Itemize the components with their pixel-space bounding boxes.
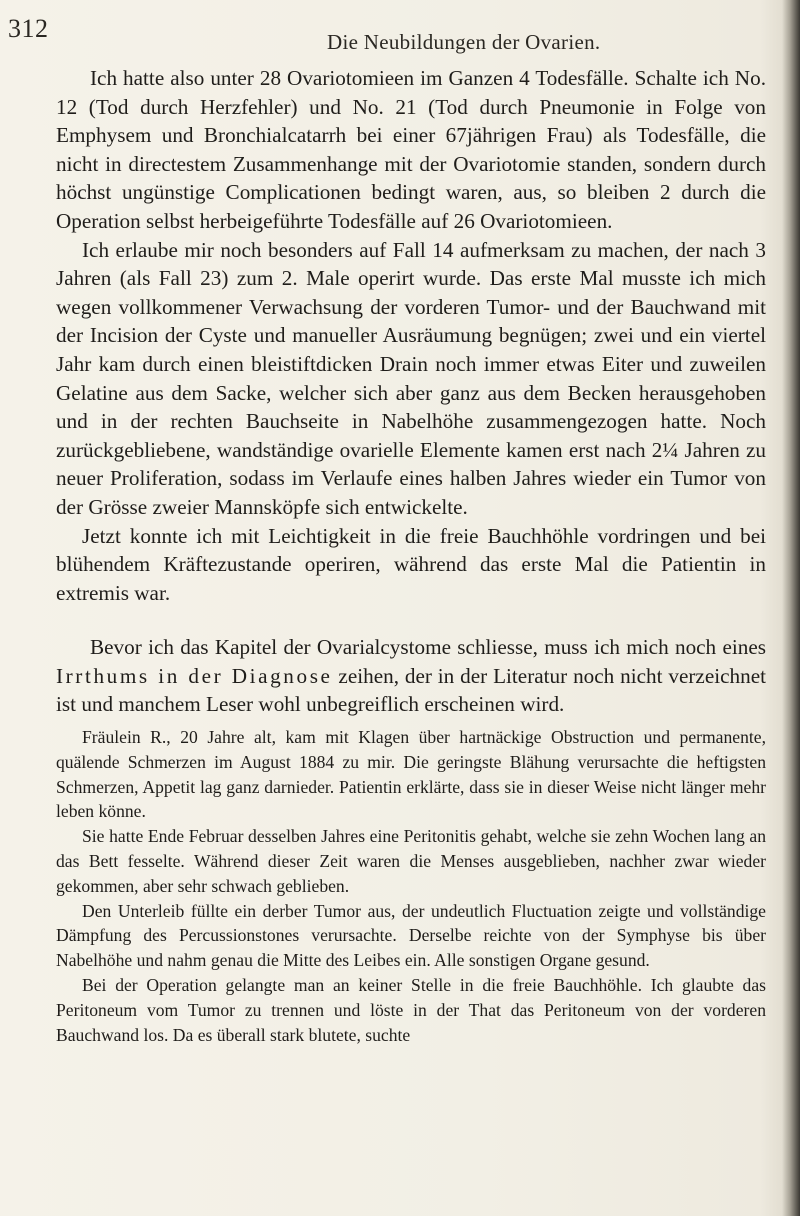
case-report (56, 725, 766, 1047)
case-paragraph-peritonitis: Sie hatte Ende Februar desselben Jahres eine Peritonitis gehabt, welche sie zehn Wochen lang an das Bett fesselte. Während dieser Zeit waren die Menses ausgeblieben, nachher zwar wieder gekommen, aber sehr schwach geblieben. (56, 826, 766, 896)
paragraph-diagnosis-error (56, 633, 766, 719)
page-number: 312 (8, 14, 49, 43)
emphasized-phrase: Irrthums in der Diagnose (56, 663, 333, 688)
case-paragraph-history: Fräulein R., 20 Jahre alt, kam mit Klagen über hartnäckige Obstruction und permanente, quälende Schmerzen im August 1884 zu mir. Die geringste Blähung verursachte die heftigsten Schmerzen, Appetit lag ganz darnieder. Patientin erklärte, dass sie in dieser Weise nicht länger mehr leben könne. (56, 727, 766, 822)
paragraph-mortality: Ich hatte also unter 28 Ovariotomieen im Ganzen 4 Todesfälle. Schalte ich No. 12 (Tod durch Herzfehler) und No. 21 (Tod durch Pneumonie in Folge von Emphysem und Bronchialcatarrh bei einer 67jährigen Frau) als Todesfälle, die nicht in directestem Zusammenhange mit der Ovariotomie standen, sondern durch höchst ungünstige Complicationen bedingt waren, aus, so bleiben 2 durch die Operation selbst herbeigeführte Todesfälle auf 26 Ovariotomieen. (56, 66, 766, 233)
main-text (56, 64, 766, 1047)
running-title: Die Neubildungen der Ovarien. (327, 30, 601, 54)
paragraph-case-14: Ich erlaube mir noch besonders auf Fall 14 aufmerksam zu machen, der nach 3 Jahren (als Fall 23) zum 2. Male operirt wurde. Das erste Mal musste ich mich wegen vollkommener Verwachsung der vorderen Tumor- und der Bauchwand mit der Incision der Cyste und manueller Ausräumung begnügen; zwei und ein viertel Jahr kam durch einen bleistiftdicken Drain noch immer etwas Eiter und zuweilen Gelatine aus dem Sacke, welcher sich aber ganz aus dem Becken herausgehoben und in der rechten Bauchseite in Nabelhöhe zusammengezogen hatte. Noch zurückgebliebene, wandständige ovarielle Elemente kamen erst nach 2¼ Jahren zu neuer Proliferation, sodass im Verlaufe eines halben Jahres wieder ein Tumor von der Grösse zweier Mannsköpfe sich entwickelte. (56, 237, 766, 519)
case-paragraph-findings: Den Unterleib füllte ein derber Tumor aus, der undeutlich Fluctuation zeigte und vollständige Dämpfung des Percussionstones verursachte. Derselbe reichte von der Symphyse bis über Nabelhöhe und nahm genau die Mitte des Leibes ein. Alle sonstigen Organe gesund. (56, 900, 766, 971)
case-paragraph-operation: Bei der Operation gelangte man an keiner Stelle in die freie Bauchhöhle. Ich glaubte das Peritoneum vom Tumor zu trennen und löste in der That das Peritoneum von der vorderen Bauchwand los. Da es überall stark blutete, suchte (56, 975, 766, 1045)
page-edge-shadow (782, 0, 800, 1216)
diagnosis-text-before: Bevor ich das Kapitel der Ovarialcystome schliesse, muss ich mich noch eines (90, 635, 766, 660)
diagnosis-text-after: zeihen, der in der Literatur noch nicht verzeichnet ist und manchem Leser wohl unbegreiflich erscheinen wird. (56, 663, 766, 717)
paragraph-second-operation: Jetzt konnte ich mit Leichtigkeit in die freie Bauchhöhle vordringen und bei blühendem Kräftezustande operiren, während das erste Mal die Patientin in extremis war. (56, 523, 766, 605)
